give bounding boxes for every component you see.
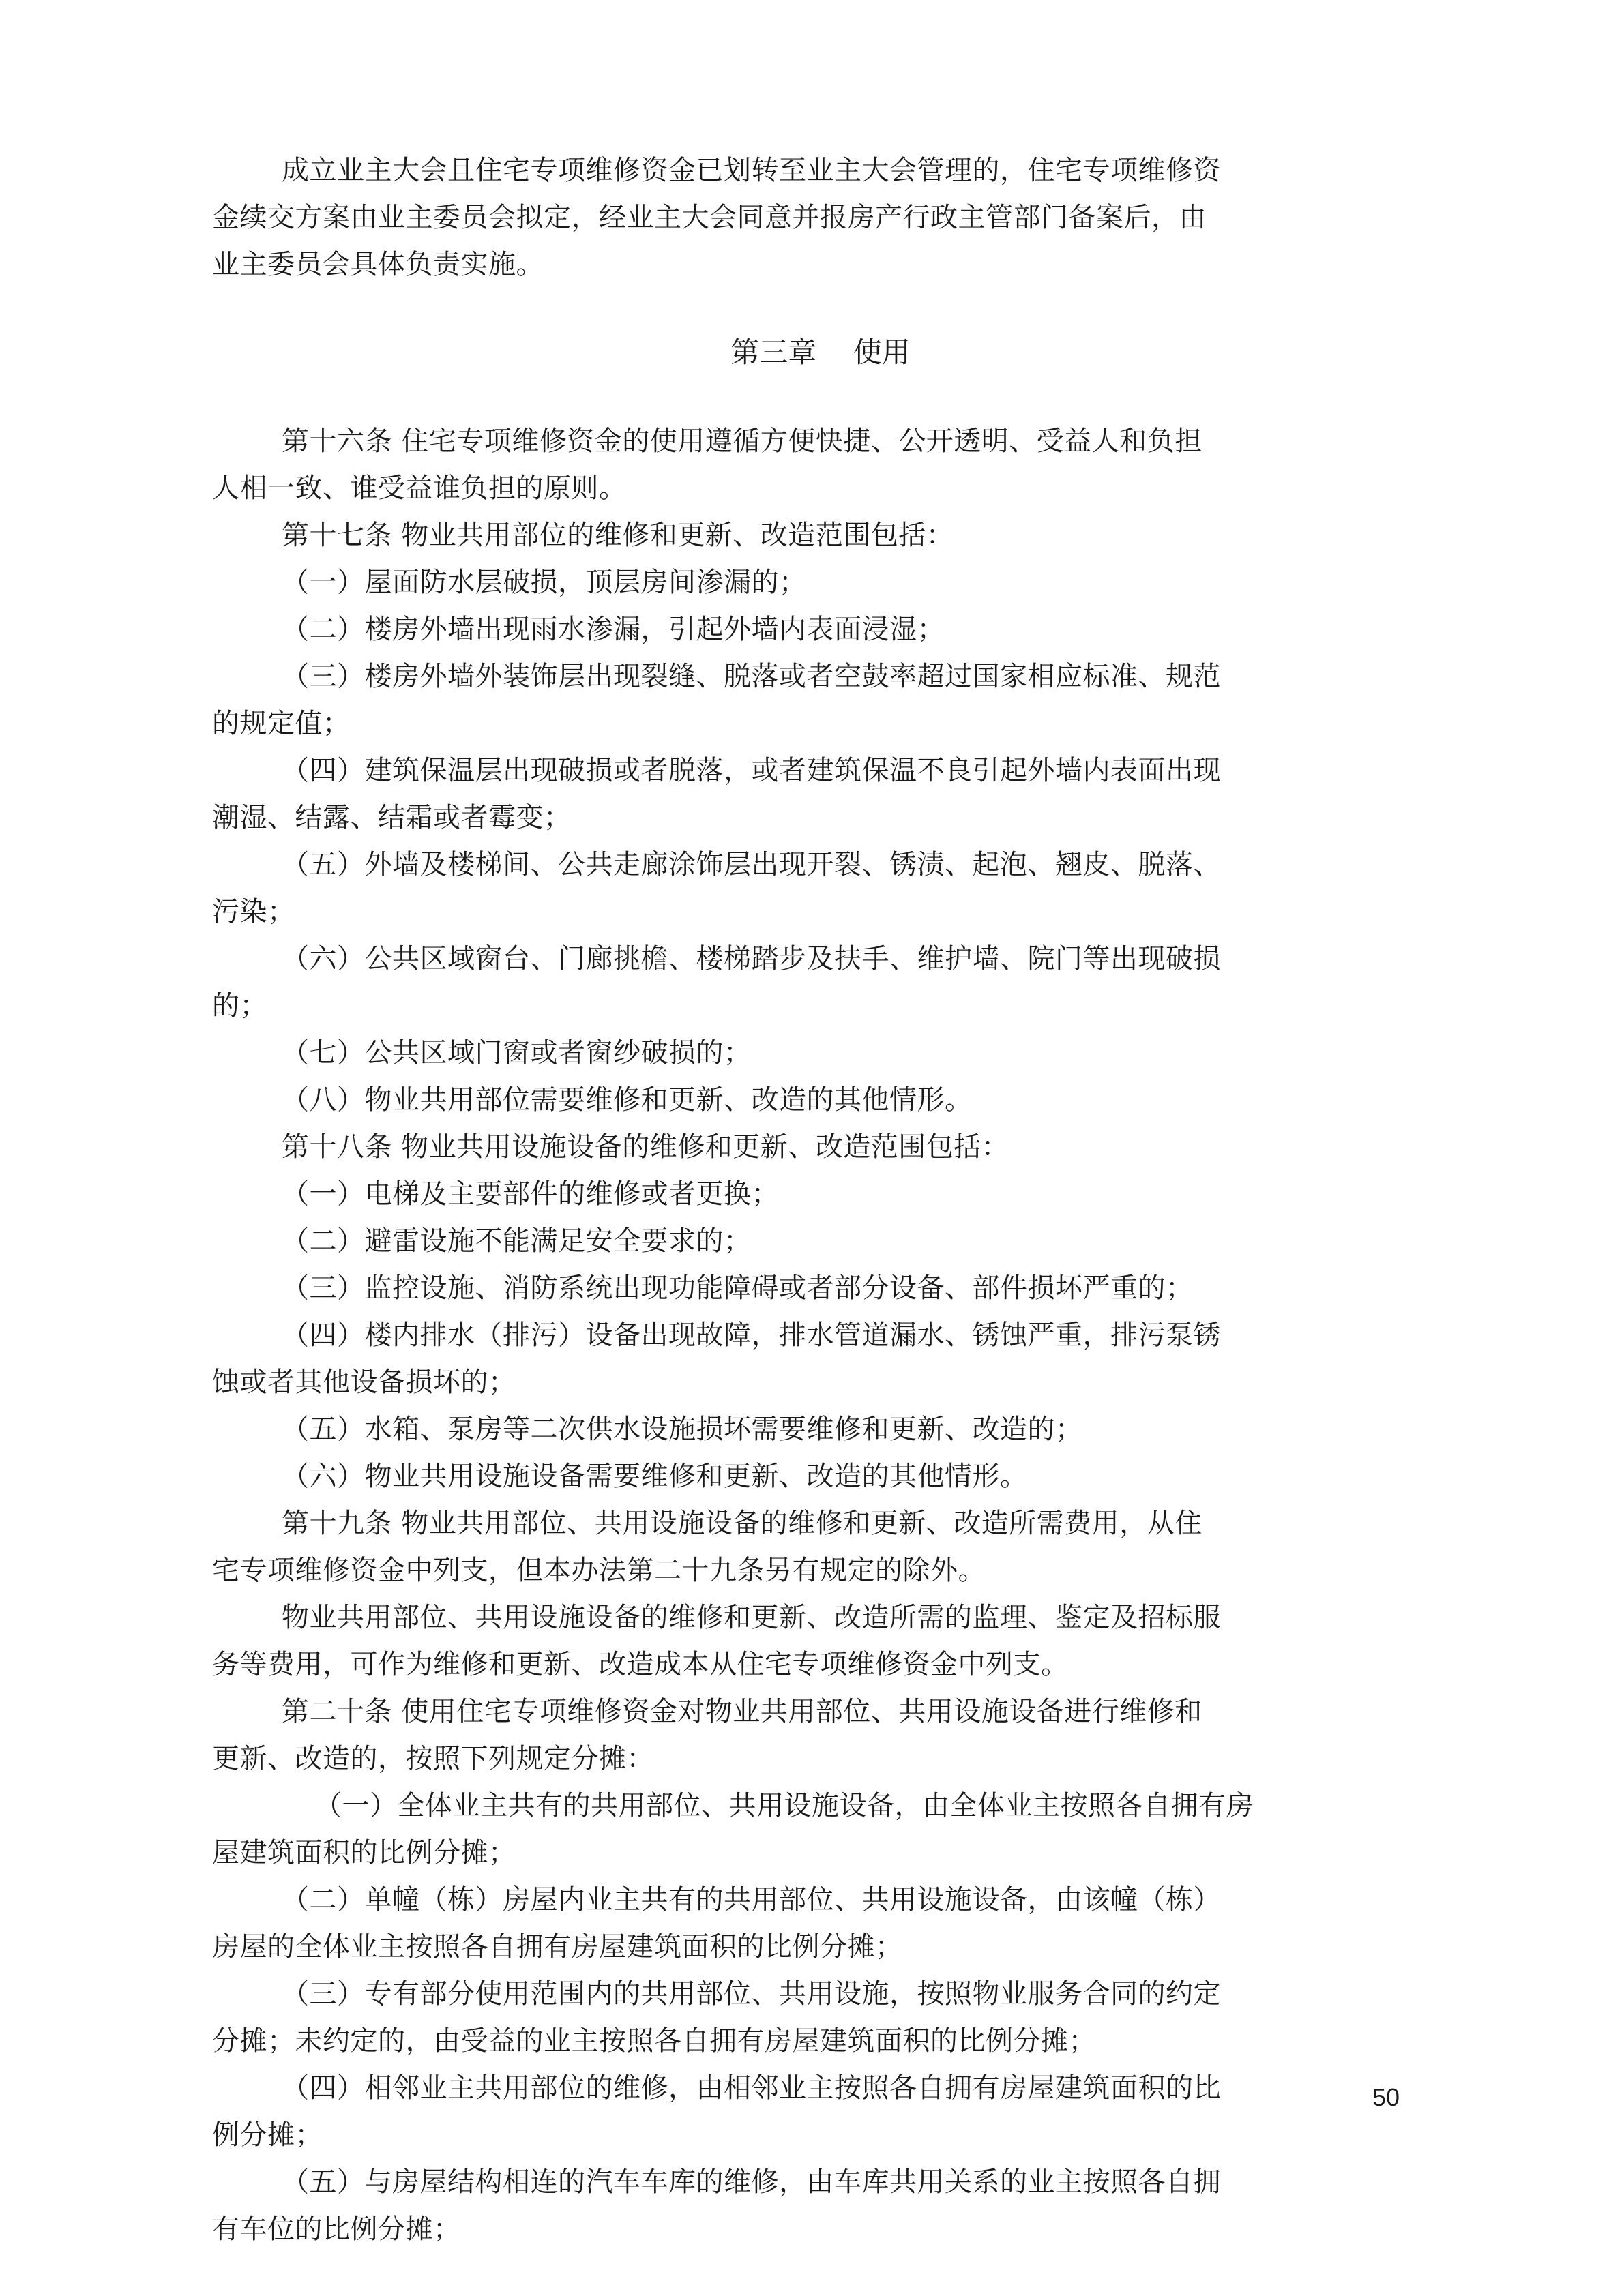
text-line: （六）物业共用设施设备需要维修和更新、改造的其他情形。 — [282, 1461, 1028, 1492]
page-number: 50 — [1372, 2083, 1400, 2111]
chapter-heading: 第三章 使用 — [730, 336, 911, 369]
text-line: （六）公共区域窗台、门廊挑檐、楼梯踏步及扶手、维护墙、院门等出现破损 — [282, 943, 1221, 974]
text-line: （四）相邻业主共用部位的维修，由相邻业主按照各自拥有房屋建筑面积的比 — [282, 2072, 1221, 2104]
text-line: （八）物业共用部位需要维修和更新、改造的其他情形。 — [282, 1084, 973, 1116]
text-line: 分摊；未约定的，由受益的业主按照各自拥有房屋建筑面积的比例分摊； — [212, 2025, 1096, 2057]
text-line: 业主委员会具体负责实施。 — [212, 249, 544, 280]
text-line: （一）电梯及主要部件的维修或者更换； — [282, 1178, 779, 1210]
text-line: 成立业主大会且住宅专项维修资金已划转至业主大会管理的，住宅专项维修资 — [282, 155, 1221, 186]
text-line: （二）单幢（栋）房屋内业主共有的共用部位、共用设施设备，由该幢（栋） — [282, 1884, 1221, 1915]
text-line: （二）避雷设施不能满足安全要求的； — [282, 1225, 752, 1257]
text-line: （五）外墙及楼梯间、公共走廊涂饰层出现开裂、锈渍、起泡、翘皮、脱落、 — [282, 849, 1221, 880]
text-line: 更新、改造的，按照下列规定分摊： — [212, 1743, 654, 1774]
text-line: 污染； — [212, 896, 295, 927]
text-line: 潮湿、结露、结霜或者霉变； — [212, 802, 572, 833]
text-line: 第十六条 住宅专项维修资金的使用遵循方便快捷、公开透明、受益人和负担 — [282, 426, 1202, 457]
text-line: 人相一致、谁受益谁负担的原则。 — [212, 473, 627, 504]
text-line: 第十八条 物业共用设施设备的维修和更新、改造范围包括： — [282, 1131, 1009, 1163]
text-line: 金续交方案由业主委员会拟定，经业主大会同意并报房产行政主管部门备案后，由 — [212, 202, 1207, 233]
text-line: 的； — [212, 990, 267, 1022]
text-line: 例分摊； — [212, 2119, 323, 2151]
text-line: 有车位的比例分摊； — [212, 2213, 461, 2245]
text-line: 蚀或者其他设备损坏的； — [212, 1367, 516, 1398]
text-line: 第二十条 使用住宅专项维修资金对物业共用部位、共用设施设备进行维修和 — [282, 1696, 1202, 1727]
text-line: （一）全体业主共有的共用部位、共用设施设备，由全体业主按照各自拥有房 — [314, 1790, 1254, 1821]
document-body — [212, 147, 1411, 2253]
text-line: 房屋的全体业主按照各自拥有房屋建筑面积的比例分摊； — [212, 1931, 903, 1963]
text-line: （四）建筑保温层出现破损或者脱落，或者建筑保温不良引起外墙内表面出现 — [282, 755, 1221, 786]
text-line: （四）楼内排水（排污）设备出现故障，排水管道漏水、锈蚀严重，排污泵锈 — [282, 1320, 1221, 1351]
text-line: 第十七条 物业共用部位的维修和更新、改造范围包括： — [282, 520, 954, 551]
text-line: （五）与房屋结构相连的汽车车库的维修，由车库共用关系的业主按照各自拥 — [282, 2166, 1221, 2198]
text-line: （三）专有部分使用范围内的共用部位、共用设施，按照物业服务合同的约定 — [282, 1978, 1221, 2010]
text-line: 宅专项维修资金中列支，但本办法第二十九条另有规定的除外。 — [212, 1555, 986, 1586]
text-line: （三）监控设施、消防系统出现功能障碍或者部分设备、部件损坏严重的； — [282, 1272, 1194, 1304]
text-line: 的规定值； — [212, 708, 351, 739]
text-line: （二）楼房外墙出现雨水渗漏，引起外墙内表面浸湿； — [282, 614, 945, 645]
text-line: （一）屋面防水层破损，顶层房间渗漏的； — [282, 567, 807, 598]
text-line: 第十九条 物业共用部位、共用设施设备的维修和更新、改造所需费用，从住 — [282, 1508, 1202, 1539]
text-line: （三）楼房外墙外装饰层出现裂缝、脱落或者空鼓率超过国家相应标准、规范 — [282, 661, 1221, 692]
text-line: 屋建筑面积的比例分摊； — [212, 1837, 516, 1868]
text-line: （五）水箱、泵房等二次供水设施损坏需要维修和更新、改造的； — [282, 1414, 1083, 1445]
text-line: 物业共用部位、共用设施设备的维修和更新、改造所需的监理、鉴定及招标服 — [282, 1602, 1221, 1633]
text-line: 务等费用，可作为维修和更新、改造成本从住宅专项维修资金中列支。 — [212, 1649, 1069, 1680]
text-line: （七）公共区域门窗或者窗纱破损的； — [282, 1037, 752, 1069]
